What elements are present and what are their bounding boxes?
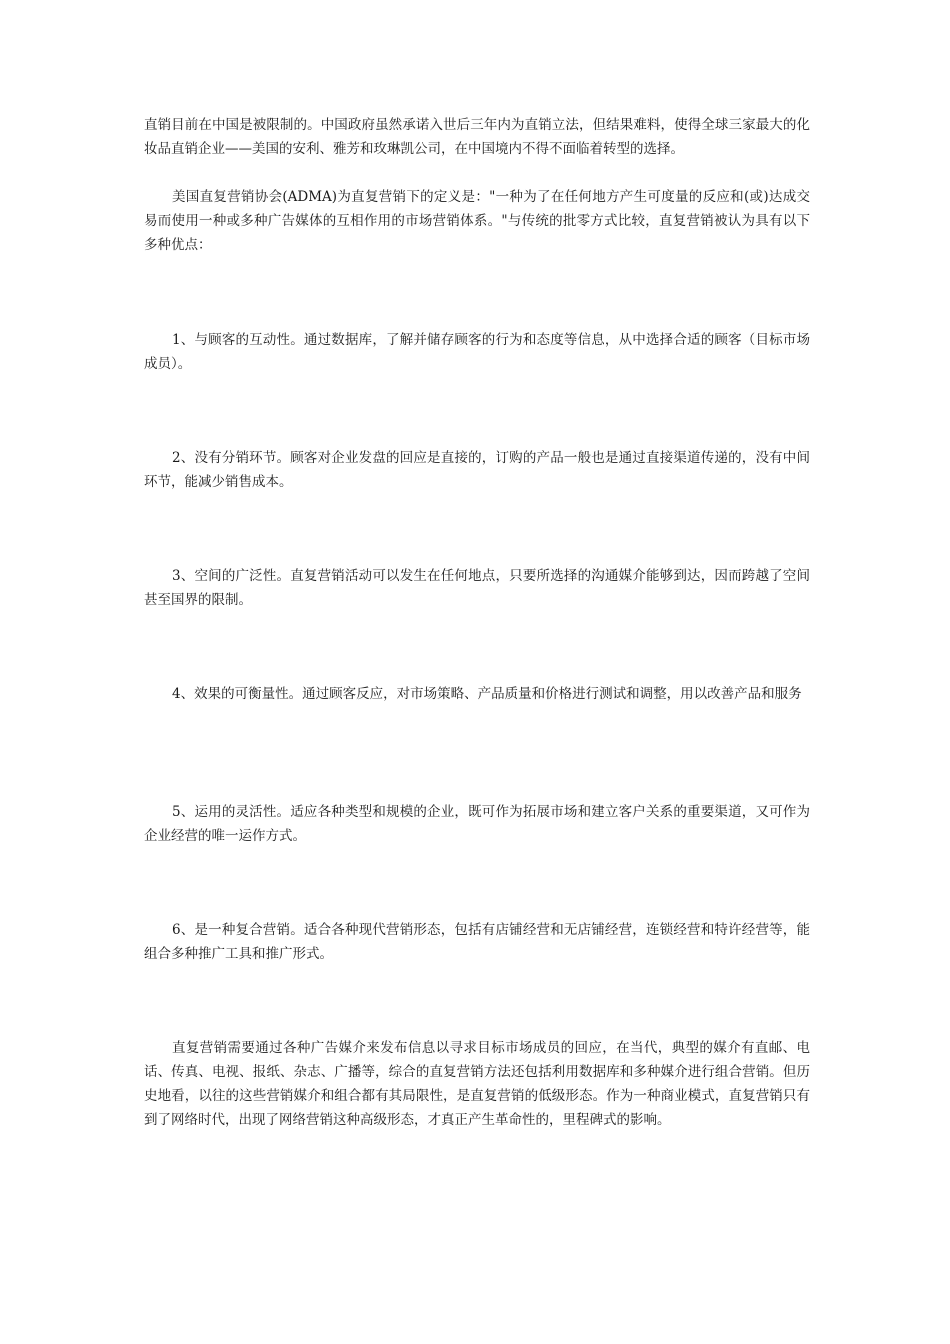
advantage-item-6: 6、是一种复合营销。适合各种现代营销形态，包括有店铺经营和无店铺经营，连锁经营和特许经营等，能组合多种推广工具和推广形式。 — [144, 922, 810, 962]
intro-paragraph: 直销目前在中国是被限制的。中国政府虽然承诺入世后三年内为直销立法，但结果难料，使得全球三家最大的化妆品直销企业——美国的安利、雅芳和玫琳凯公司，在中国境内不得不面临着转型的选择。 — [144, 117, 810, 157]
advantage-item-5: 5、运用的灵活性。适应各种类型和规模的企业，既可作为拓展市场和建立客户关系的重要渠道，又可作为企业经营的唯一运作方式。 — [144, 804, 810, 844]
advantage-item-2: 2、没有分销环节。顾客对企业发盘的回应是直接的，订购的产品一般也是通过直接渠道传递的，没有中间环节，能减少销售成本。 — [144, 450, 810, 490]
definition-paragraph: 美国直复营销协会(ADMA)为直复营销下的定义是："一种为了在任何地方产生可度量的反应和(或)达成交易而使用一种或多种广告媒体的互相作用的市场营销体系。"与传统的批零方式比较，直复营销被认为具有以下多种优点： — [144, 189, 810, 253]
advantage-item-4: 4、效果的可衡量性。通过顾客反应，对市场策略、产品质量和价格进行测试和调整，用以改善产品和服务 — [172, 686, 802, 702]
conclusion-paragraph: 直复营销需要通过各种广告媒介来发布信息以寻求目标市场成员的回应，在当代，典型的媒介有直邮、电话、传真、电视、报纸、杂志、广播等，综合的直复营销方法还包括利用数据库和多种媒介进行组合营销。但历史地看，以往的这些营销媒介和组合都有其局限性，是直复营销的低级形态。作为一种商业模式，直复营销只有到了网络时代，出现了网络营销这种高级形态，才真正产生革命性的，里程碑式的影响。 — [144, 1040, 810, 1128]
advantage-item-1: 1、与顾客的互动性。通过数据库，了解并储存顾客的行为和态度等信息，从中选择合适的顾客（目标市场成员）。 — [144, 332, 810, 372]
advantage-item-3: 3、空间的广泛性。直复营销活动可以发生在任何地点，只要所选择的沟通媒介能够到达，因而跨越了空间甚至国界的限制。 — [144, 568, 810, 608]
